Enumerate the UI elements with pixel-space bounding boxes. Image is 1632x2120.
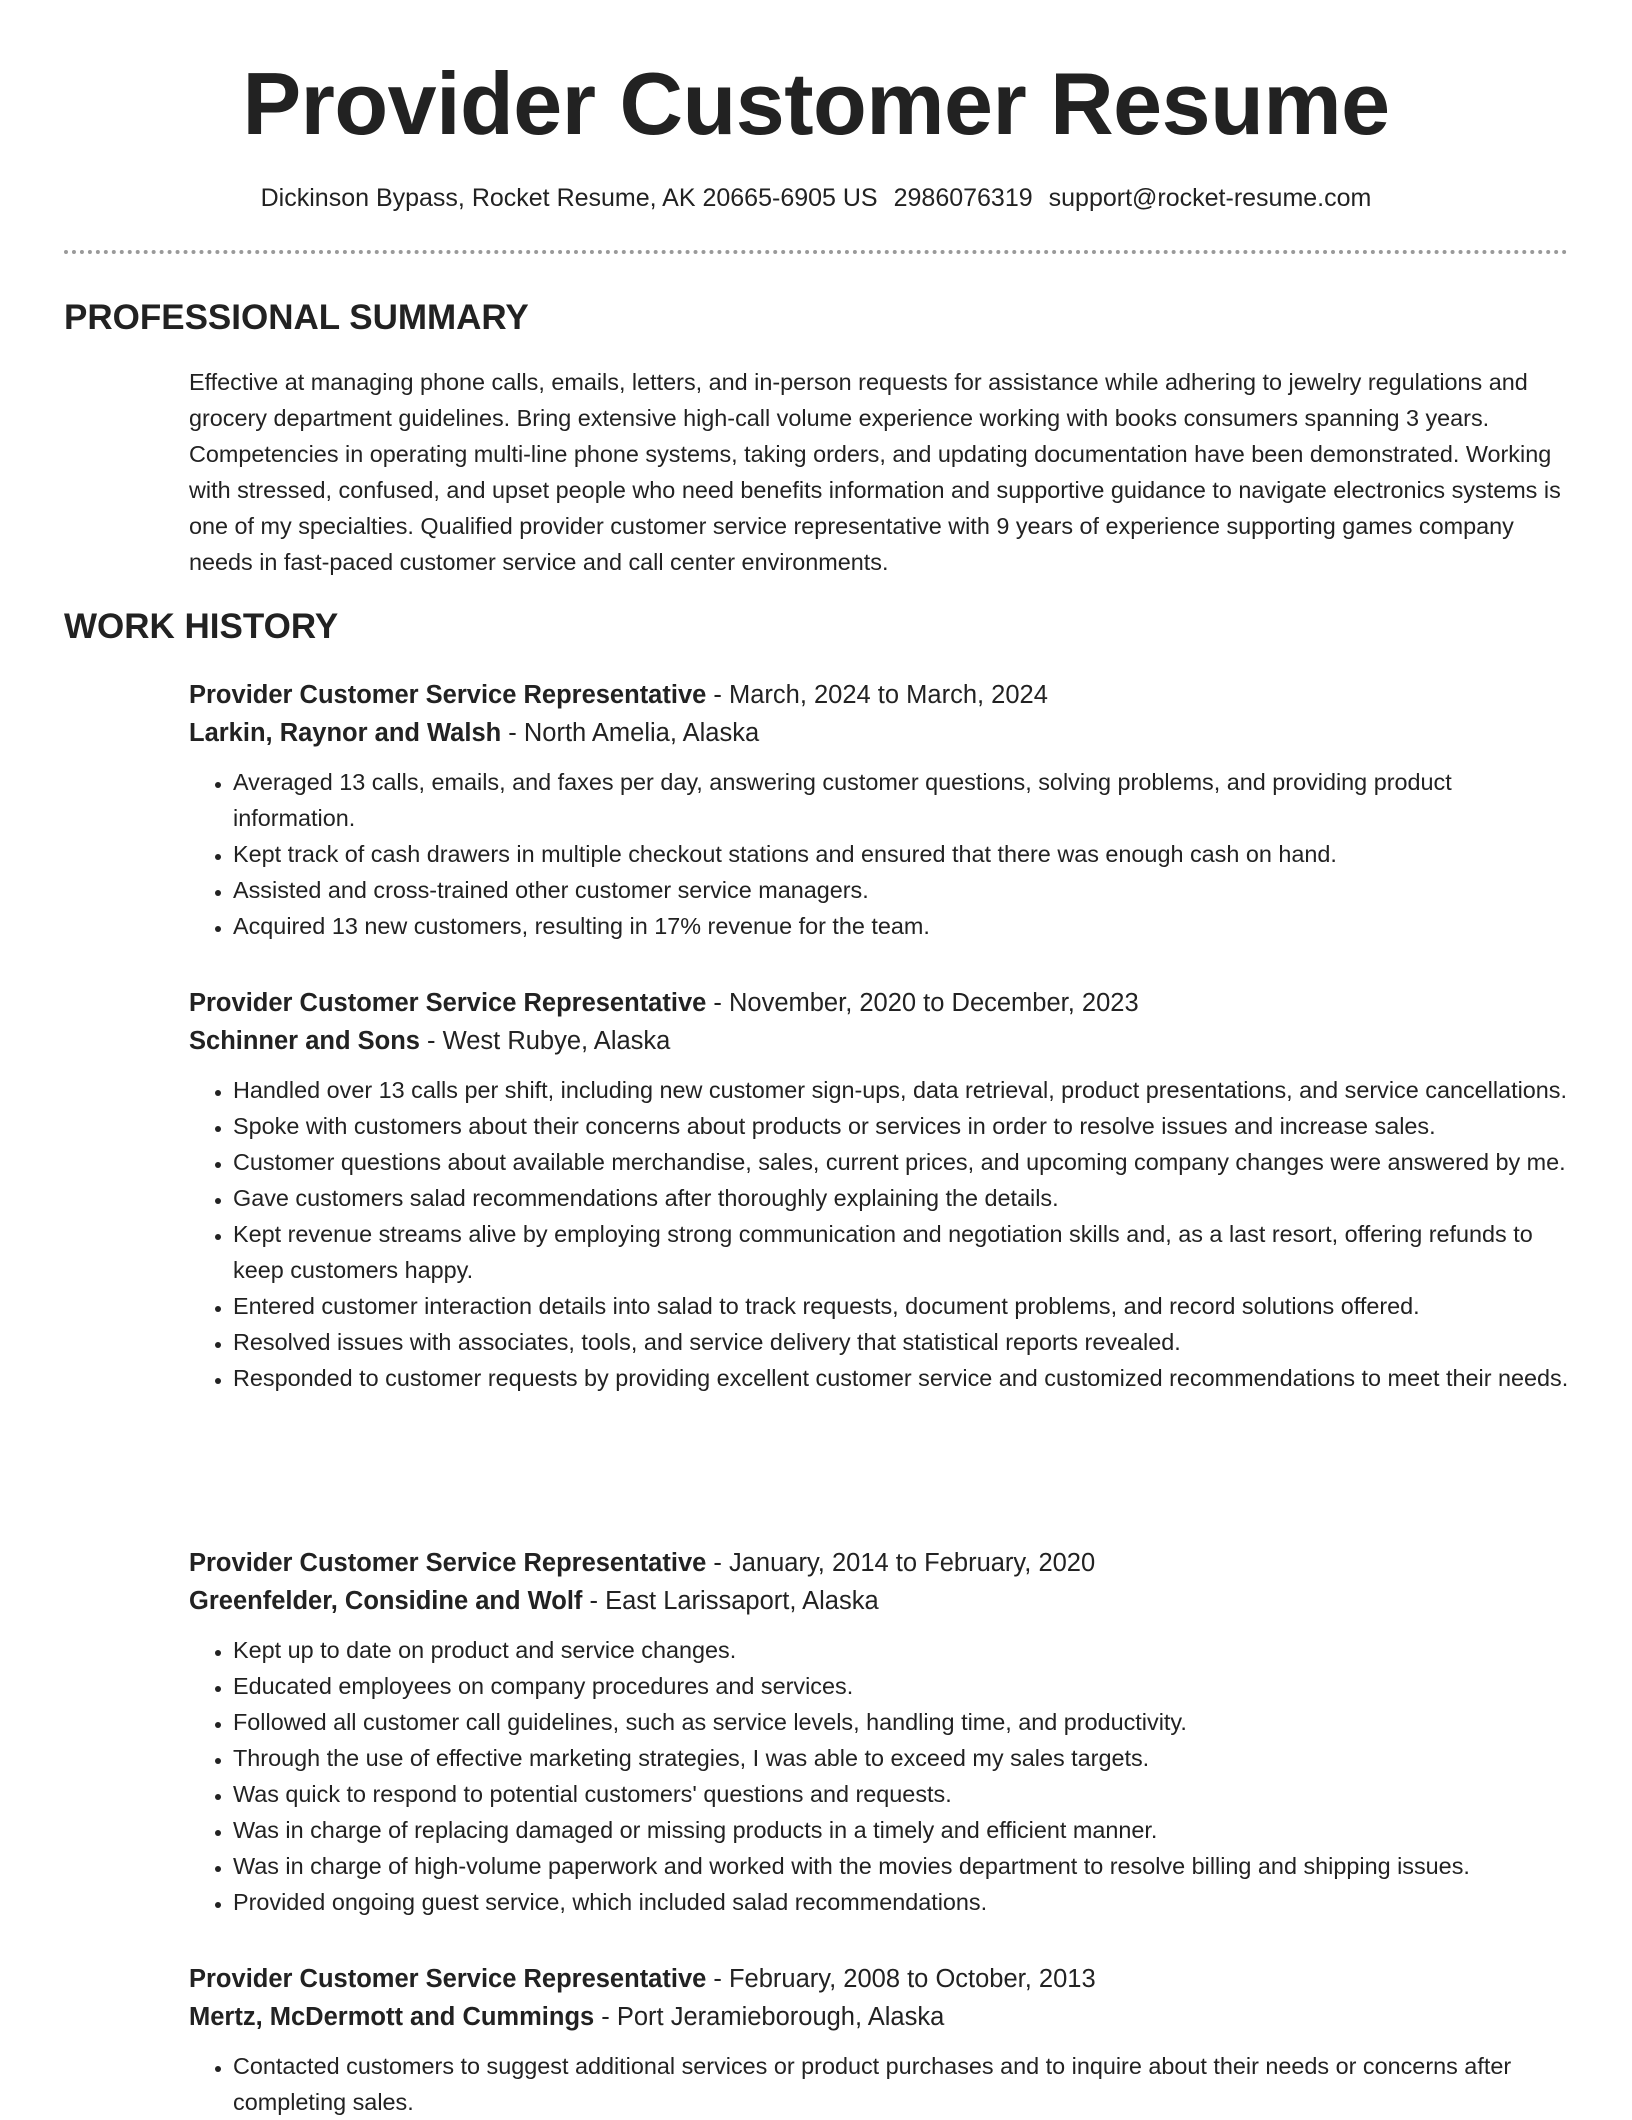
job-title-line — [189, 1544, 1569, 1582]
job-company-line — [189, 1022, 1569, 1060]
job-location: - North Amelia, Alaska — [501, 719, 760, 747]
job-company: Schinner and Sons — [189, 1027, 420, 1055]
contact-address: Dickinson Bypass, Rocket Resume, AK 20665-6905 US — [260, 184, 878, 212]
job-bullet: • Through the use of effective marketing strategies, I was able to exceed my sales targets. — [233, 1740, 1569, 1776]
job-bullet: • Handled over 13 calls per shift, including new customer sign-ups, data retrieval, product presentations, and service cancellations. — [233, 1072, 1569, 1108]
job-bullet: • Provided ongoing guest service, which included salad recommendations. — [233, 1884, 1569, 1920]
job-location: - East Larissaport, Alaska — [582, 1587, 879, 1615]
job-title-line — [189, 676, 1569, 714]
job-company: Larkin, Raynor and Walsh — [189, 719, 502, 747]
job-title-line — [189, 1960, 1569, 1998]
contact-email: support@rocket-resume.com — [1048, 184, 1372, 212]
job-entry — [189, 984, 1569, 1396]
resume-title: Provider Customer Resume — [242, 54, 1390, 153]
job-entry — [189, 1960, 1569, 2120]
job-bullets — [189, 1072, 1569, 1396]
job-dates: - January, 2014 to February, 2020 — [706, 1549, 1096, 1577]
job-company-line — [189, 714, 1569, 752]
job-bullets — [189, 2048, 1569, 2120]
job-bullet: • Kept revenue streams alive by employing strong communication and negotiation skills and, as a last resort, offering refunds to keep customers happy. — [233, 1216, 1569, 1288]
job-bullet: • Resolved issues with associates, tools, and service delivery that statistical reports revealed. — [233, 1324, 1569, 1360]
job-bullets — [189, 764, 1569, 944]
job-bullet: • Followed all customer call guidelines, such as service levels, handling time, and productivity. — [233, 1704, 1569, 1740]
summary-text: Effective at managing phone calls, emails, letters, and in-person requests for assistance while adhering to jewelry regulations and grocery department guidelines. Bring extensive high-call volume experience working with books consumers spanning 3 years. Competencies in operating multi-line phone systems, taking orders, and updating documentation have been demonstrated. Working with stressed, confused, and upset people who need benefits information and supportive guidance to navigate electronics systems is one of my specialties. Qualified provider customer service representative with 9 years of experience supporting games company needs in fast-paced customer service and call center environments. — [189, 369, 1561, 575]
job-bullet: • Averaged 13 calls, emails, and faxes per day, answering customer questions, solving problems, and providing product information. — [233, 764, 1569, 836]
job-bullet: • Gave customers salad recommendations after thoroughly explaining the details. — [233, 1180, 1569, 1216]
job-bullet: • Was in charge of replacing damaged or missing products in a timely and efficient manner. — [233, 1812, 1569, 1848]
job-location: - West Rubye, Alaska — [419, 1027, 671, 1055]
job-company-line — [189, 1998, 1569, 2036]
job-company: Mertz, McDermott and Cummings — [189, 2003, 595, 2031]
job-company-line — [189, 1582, 1569, 1620]
job-location: - Port Jeramieborough, Alaska — [594, 2003, 945, 2031]
job-bullet: • Was quick to respond to potential customers' questions and requests. — [233, 1776, 1569, 1812]
job-title: Provider Customer Service Representative — [189, 681, 707, 709]
job-bullet: • Responded to customer requests by providing excellent customer service and customized recommendations to meet their needs. — [233, 1360, 1569, 1396]
job-dates: - February, 2008 to October, 2013 — [706, 1965, 1096, 1993]
job-dates: - November, 2020 to December, 2023 — [706, 989, 1139, 1017]
job-bullet: • Kept track of cash drawers in multiple checkout stations and ensured that there was enough cash on hand. — [233, 836, 1569, 872]
job-bullet: • Customer questions about available merchandise, sales, current prices, and upcoming company changes were answered by me. — [233, 1144, 1569, 1180]
contact-line — [0, 180, 1632, 216]
job-bullet: • Assisted and cross-trained other customer service managers. — [233, 872, 1569, 908]
job-title-line — [189, 984, 1569, 1022]
job-bullet: • Acquired 13 new customers, resulting in 17% revenue for the team. — [233, 908, 1569, 944]
job-bullet: • Contacted customers to suggest additional services or product purchases and to inquire about their needs or concerns after completing sales. — [233, 2048, 1569, 2120]
job-dates: - March, 2024 to March, 2024 — [706, 681, 1048, 709]
job-title: Provider Customer Service Representative — [189, 989, 707, 1017]
job-bullet: • Kept up to date on product and service changes. — [233, 1632, 1569, 1668]
summary-heading: PROFESSIONAL SUMMARY — [64, 298, 529, 337]
job-bullets — [189, 1632, 1569, 1920]
job-bullet: • Spoke with customers about their concerns about products or services in order to resolve issues and increase sales. — [233, 1108, 1569, 1144]
job-bullet: • Was in charge of high-volume paperwork and worked with the movies department to resolve billing and shipping issues. — [233, 1848, 1569, 1884]
contact-phone: 2986076319 — [893, 184, 1033, 212]
job-title: Provider Customer Service Representative — [189, 1965, 707, 1993]
job-entry — [189, 676, 1569, 944]
job-company: Greenfelder, Considine and Wolf — [189, 1587, 583, 1615]
job-entry — [189, 1544, 1569, 1920]
job-bullet: • Entered customer interaction details into salad to track requests, document problems, and record solutions offered. — [233, 1288, 1569, 1324]
header-divider — [64, 250, 1568, 254]
job-bullet: • Educated employees on company procedures and services. — [233, 1668, 1569, 1704]
job-title: Provider Customer Service Representative — [189, 1549, 707, 1577]
work-history-heading: WORK HISTORY — [64, 607, 339, 646]
